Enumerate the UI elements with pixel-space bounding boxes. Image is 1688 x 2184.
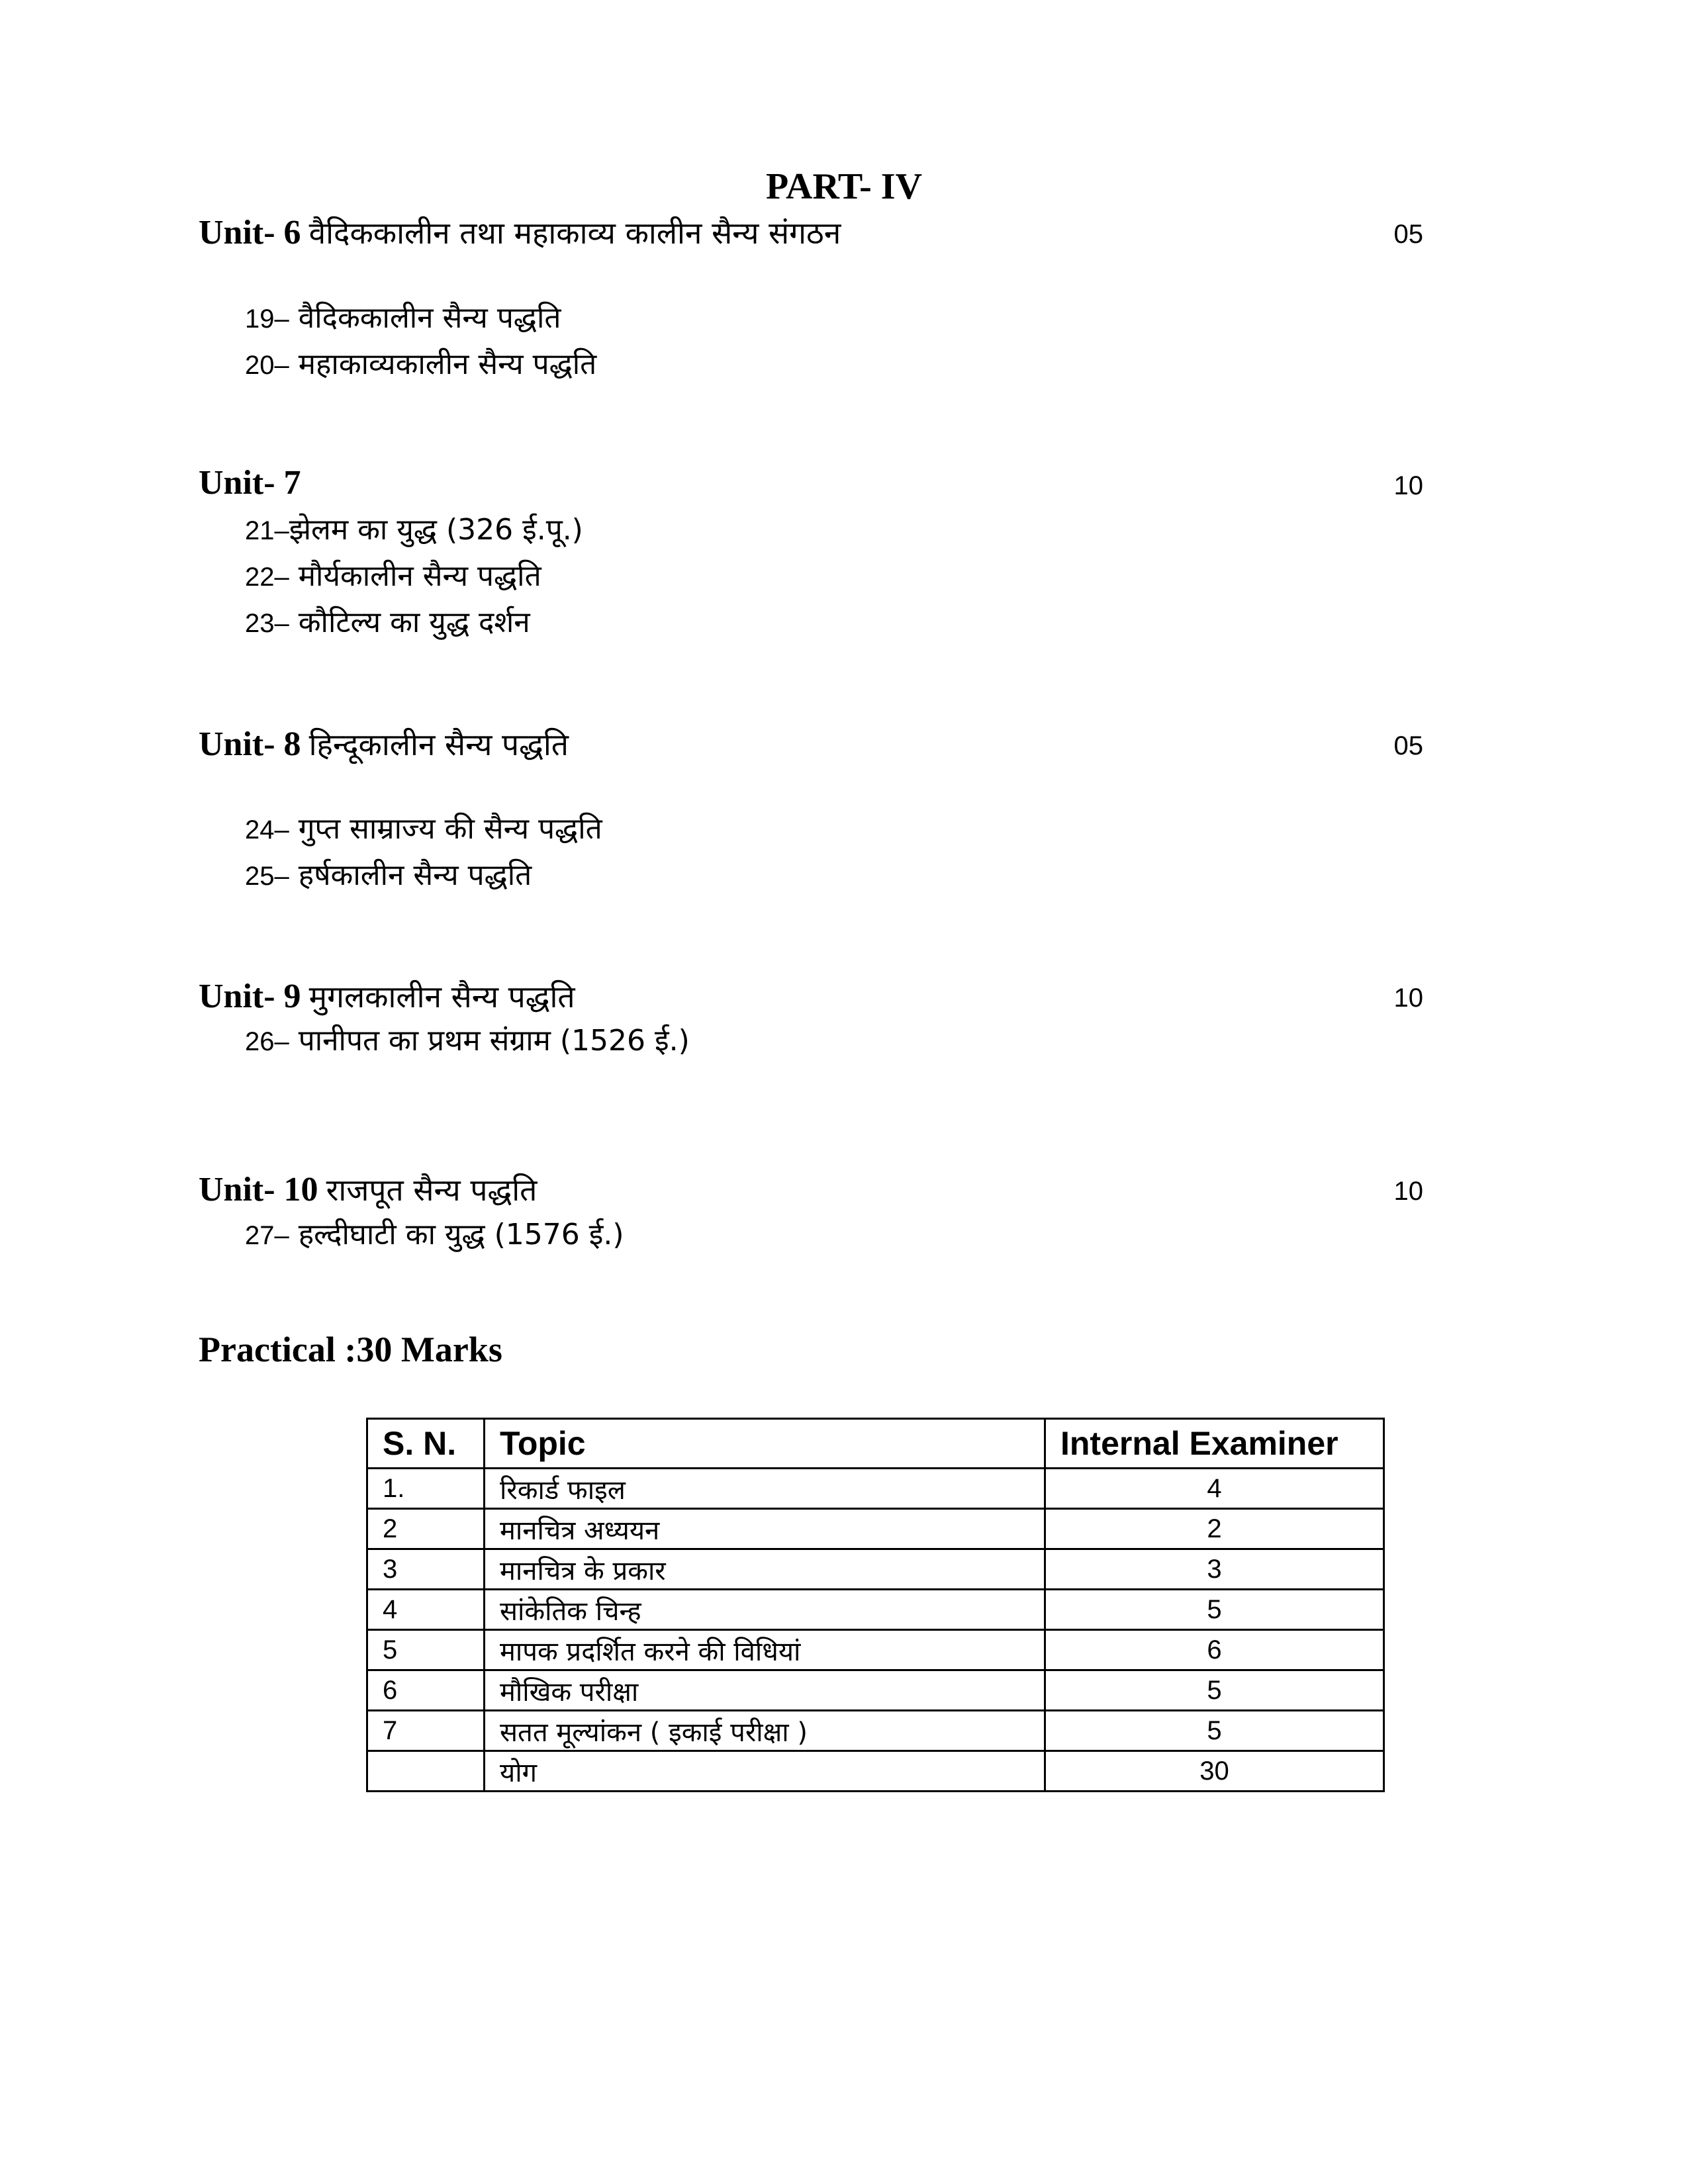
- cell-topic: मानचित्र के प्रकार: [485, 1549, 1045, 1590]
- unit-title: राजपूत सैन्य पद्धति: [326, 1172, 538, 1208]
- cell-marks: 3: [1045, 1549, 1384, 1590]
- table-row: [367, 1549, 1384, 1590]
- topic-item: [245, 854, 532, 893]
- practical-heading: Practical :30 Marks: [199, 1330, 502, 1369]
- cell-topic: मौखिक परीक्षा: [485, 1670, 1045, 1711]
- topic-number: 24–: [245, 815, 289, 844]
- unit-10-header: [199, 1169, 1423, 1215]
- unit-marks: 05: [1393, 731, 1423, 760]
- unit-6-header: [199, 212, 1423, 258]
- topic-item: [245, 601, 530, 641]
- unit-code: Unit- 6: [199, 214, 301, 251]
- cell-sn: 5: [367, 1630, 485, 1670]
- topic-number: 26–: [245, 1027, 289, 1056]
- topic-number: 19–: [245, 304, 289, 334]
- topic-text: कौटिल्य का युद्ध दर्शन: [298, 606, 530, 639]
- topic-item: [245, 1019, 690, 1059]
- cell-topic: मापक प्रदर्शित करने की विधियां: [485, 1630, 1045, 1670]
- cell-marks: 5: [1045, 1711, 1384, 1751]
- cell-topic: योग: [485, 1751, 1045, 1792]
- topic-text: महाकाव्यकालीन सैन्य पद्धति: [298, 347, 597, 381]
- topic-item: [245, 508, 583, 548]
- unit-code: Unit- 10: [199, 1171, 318, 1208]
- topic-text: वैदिककालीन सैन्य पद्धति: [298, 301, 561, 335]
- cell-sn: 2: [367, 1509, 485, 1549]
- table-row: [367, 1630, 1384, 1670]
- unit-7-header: [199, 463, 1423, 510]
- topic-text: हल्दीघाटी का युद्ध (1576 ई.): [298, 1218, 624, 1251]
- unit-title: मुगलकालीन सैन्य पद्धति: [308, 979, 575, 1015]
- header-sn: S. N.: [367, 1419, 485, 1469]
- unit-marks: 05: [1393, 220, 1423, 249]
- topic-text: झेलम का युद्ध (326 ई.पू.): [289, 513, 583, 547]
- table-row: [367, 1670, 1384, 1711]
- topic-number: 23–: [245, 609, 289, 638]
- cell-marks: 6: [1045, 1630, 1384, 1670]
- cell-sn: 4: [367, 1590, 485, 1630]
- header-topic: Topic: [485, 1419, 1045, 1469]
- unit-9-header: [199, 976, 1423, 1022]
- practical-table: [366, 1418, 1385, 1792]
- topic-item: [245, 807, 602, 847]
- cell-marks: 5: [1045, 1670, 1384, 1711]
- topic-text: मौर्यकालीन सैन्य पद्धति: [298, 559, 541, 593]
- cell-sn: 3: [367, 1549, 485, 1590]
- topic-number: 21–: [245, 516, 289, 545]
- cell-topic: रिकार्ड फाइल: [485, 1469, 1045, 1509]
- unit-code: Unit- 7: [199, 464, 301, 502]
- unit-marks: 10: [1393, 1177, 1423, 1206]
- table-row: [367, 1711, 1384, 1751]
- cell-sn: 1.: [367, 1469, 485, 1509]
- topic-item: [245, 343, 596, 383]
- topic-number: 22–: [245, 563, 289, 592]
- cell-sn: 7: [367, 1711, 485, 1751]
- cell-marks: 2: [1045, 1509, 1384, 1549]
- table-row: [367, 1469, 1384, 1509]
- table-row: [367, 1590, 1384, 1630]
- unit-marks: 10: [1393, 983, 1423, 1013]
- cell-topic: सांकेतिक चिन्ह: [485, 1590, 1045, 1630]
- header-examiner: Internal Examiner: [1045, 1419, 1384, 1469]
- cell-sn: [367, 1751, 485, 1792]
- part-title: PART- IV: [765, 166, 923, 207]
- table-total-row: [367, 1751, 1384, 1792]
- topic-item: [245, 1213, 624, 1253]
- topic-text: गुप्त साम्राज्य की सैन्य पद्धति: [298, 812, 602, 846]
- unit-code: Unit- 9: [199, 978, 301, 1015]
- cell-topic: सतत मूल्यांकन ( इकाई परीक्षा ): [485, 1711, 1045, 1751]
- unit-title: हिन्दूकालीन सैन्य पद्धति: [308, 727, 569, 762]
- topic-number: 25–: [245, 862, 289, 891]
- unit-code: Unit- 8: [199, 725, 301, 763]
- topic-item: [245, 555, 541, 594]
- topic-text: हर्षकालीन सैन्य पद्धति: [298, 858, 532, 892]
- topic-number: 20–: [245, 351, 289, 380]
- table-row: [367, 1509, 1384, 1549]
- cell-sn: 6: [367, 1670, 485, 1711]
- unit-marks: 10: [1393, 471, 1423, 500]
- cell-marks: 5: [1045, 1590, 1384, 1630]
- cell-marks: 4: [1045, 1469, 1384, 1509]
- topic-text: पानीपत का प्रथम संग्राम (1526 ई.): [298, 1024, 690, 1058]
- unit-8-header: [199, 723, 1423, 770]
- cell-marks: 30: [1045, 1751, 1384, 1792]
- cell-topic: मानचित्र अध्ययन: [485, 1509, 1045, 1549]
- topic-item: [245, 296, 561, 336]
- table-header-row: [367, 1419, 1384, 1469]
- unit-title: वैदिककालीन तथा महाकाव्य कालीन सैन्य संगठन: [308, 215, 841, 251]
- topic-number: 27–: [245, 1221, 289, 1250]
